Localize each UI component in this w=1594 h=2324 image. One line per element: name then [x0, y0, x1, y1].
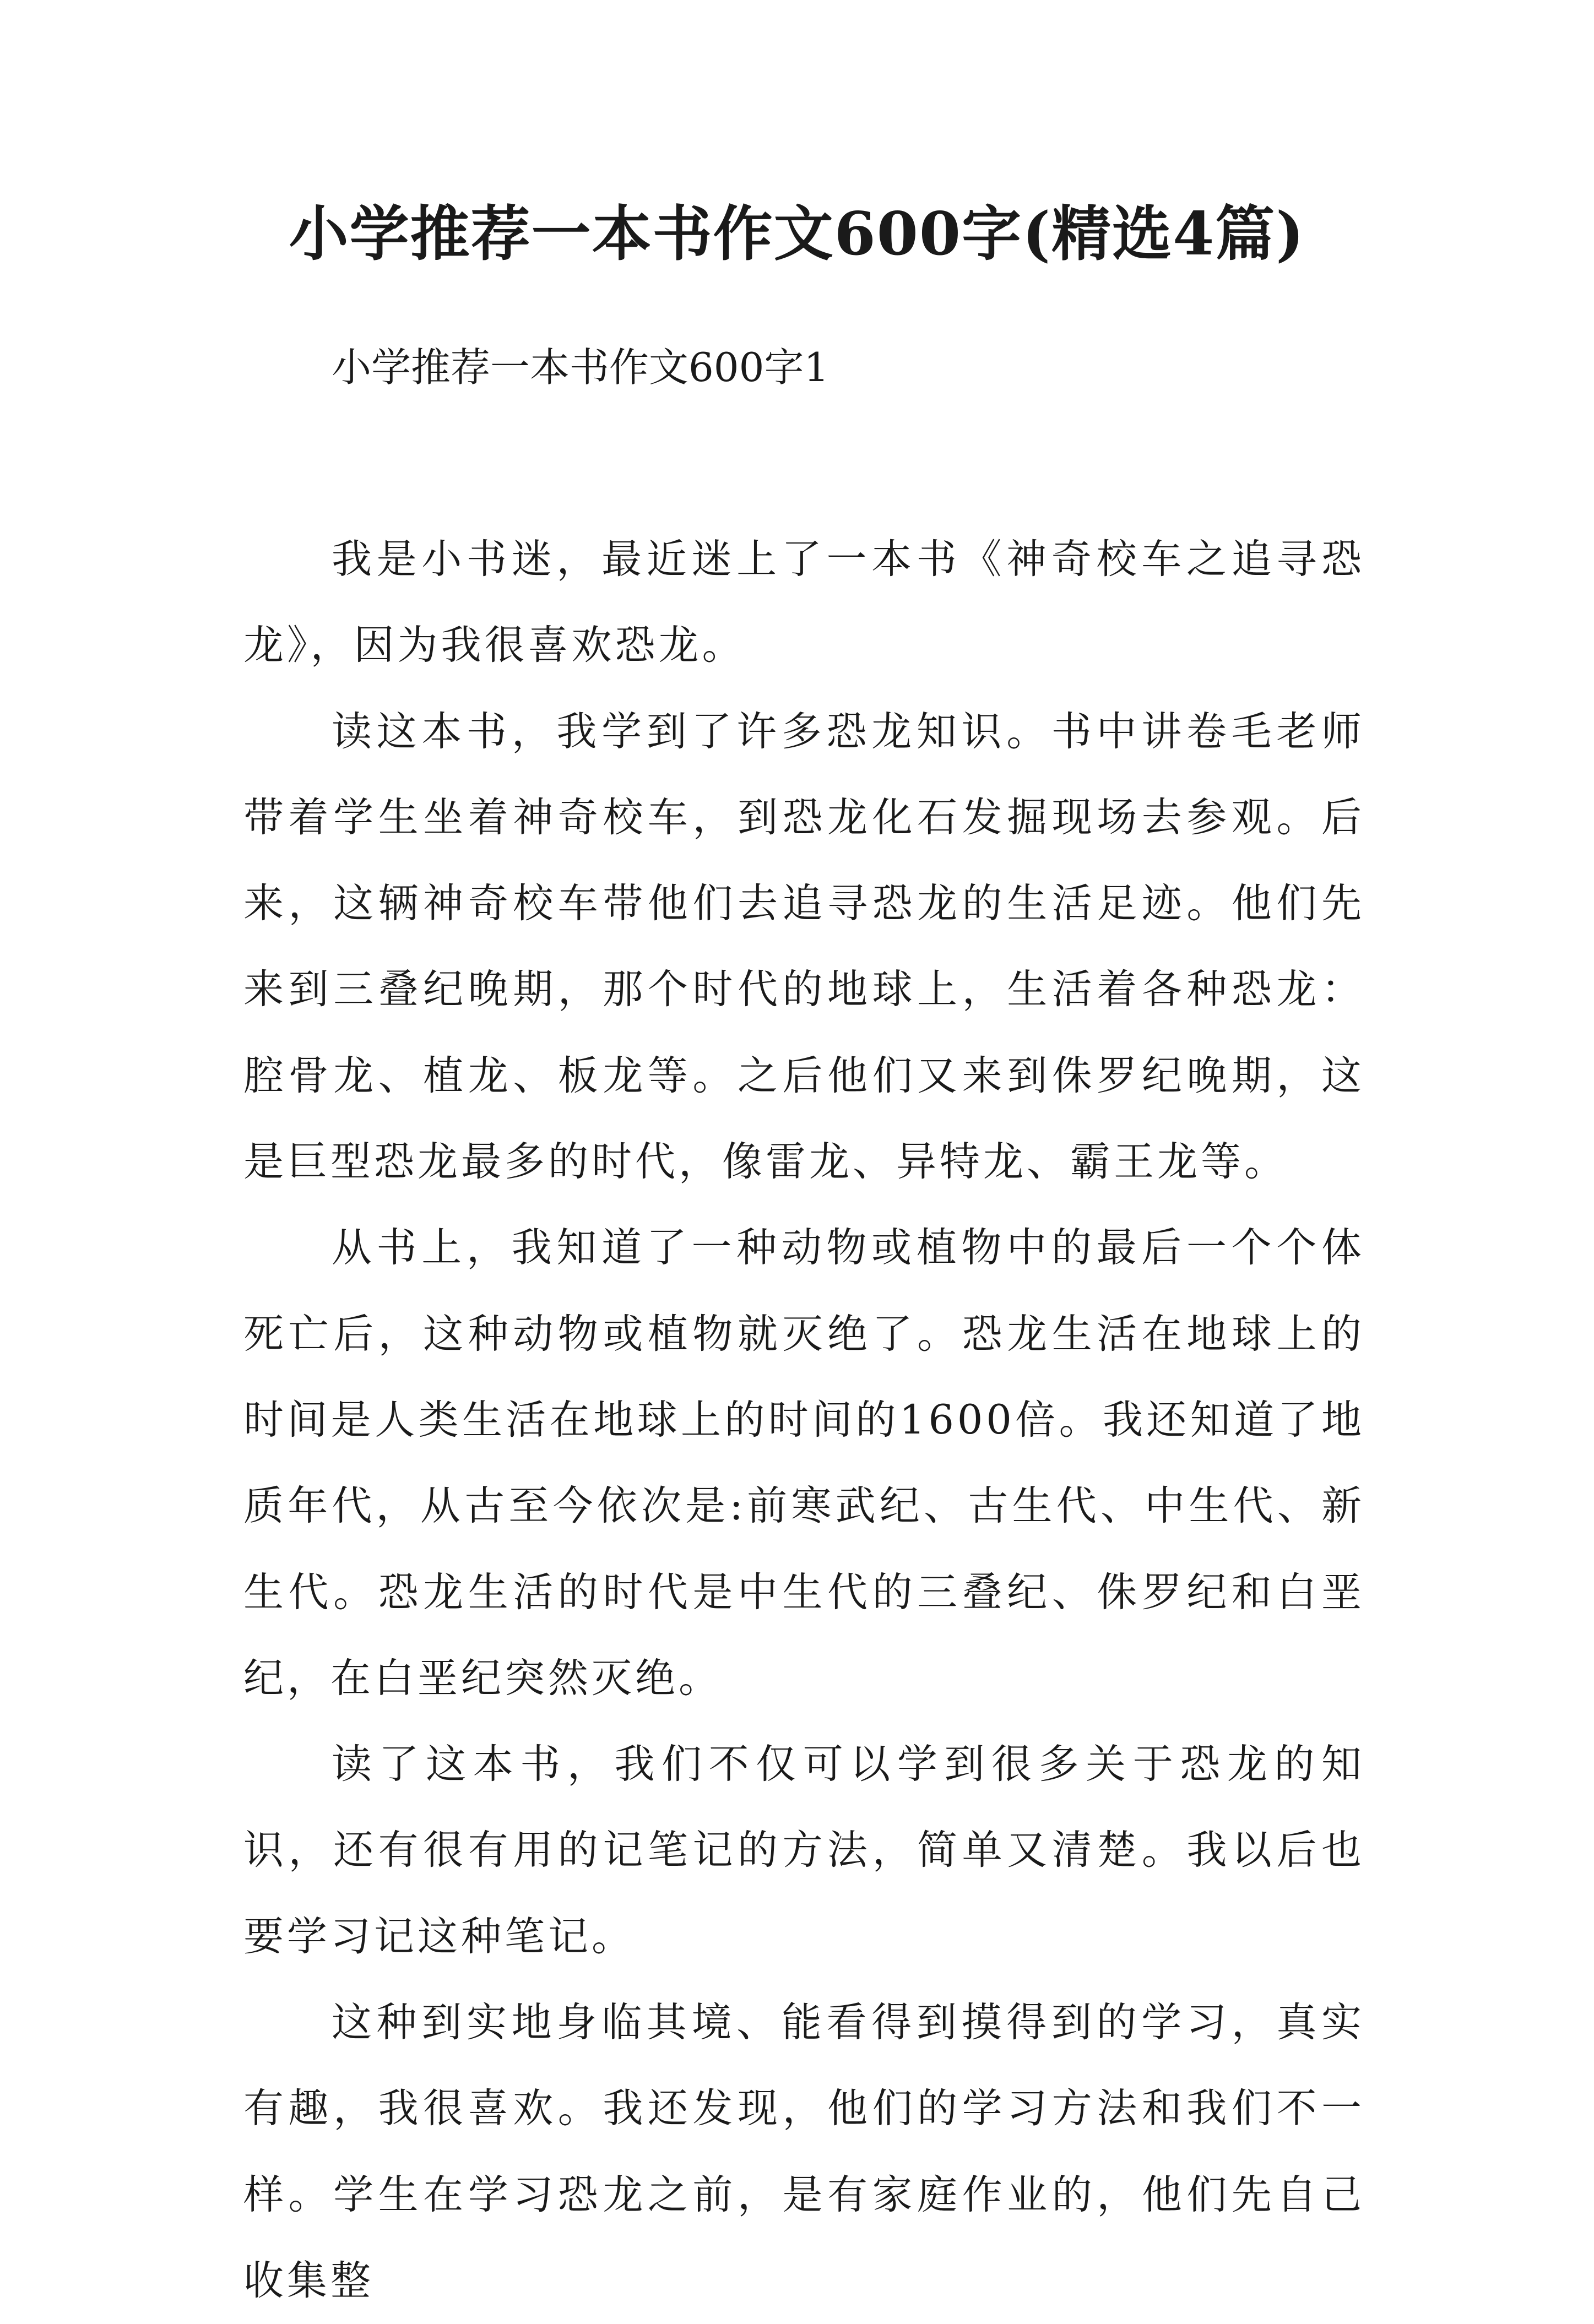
paragraph: 读这本书，我学到了许多恐龙知识。书中讲卷毛老师带着学生坐着神奇校车，到恐龙化石发掘现场去参观。后来，这辆神奇校车带他们去追寻恐龙的生活足迹。他们先来到三叠纪晚期，那个时代的地球上，生活着各种恐龙：腔骨龙、植龙、板龙等。之后他们又来到侏罗纪晚期，这是巨型恐龙最多的时代，像雷龙、异特龙、霸王龙等。 — [243, 708, 1365, 1186]
paragraph: 从书上，我知道了一种动物或植物中的最后一个个体死亡后，这种动物或植物就灭绝了。恐龙生活在地球上的时间是人类生活在地球上的时间的1600倍。我还知道了地质年代，从古至今依次是:前寒武纪、古生代、中生代、新生代。恐龙生活的时代是中生代的三叠纪、侏罗纪和白垩纪，在白垩纪突然灭绝。 — [243, 1224, 1365, 1702]
section-heading: 小学推荐一本书作文600字1 — [332, 344, 829, 390]
paragraph: 读了这本书，我们不仅可以学到很多关于恐龙的知识，还有很有用的记笔记的方法，简单又清楚。我以后也要学习记这种笔记。 — [243, 1741, 1365, 1960]
paragraph: 这种到实地身临其境、能看得到摸得到的学习，真实有趣，我很喜欢。我还发现，他们的学习方法和我们不一样。学生在学习恐龙之前，是有家庭作业的，他们先自己收集整 — [243, 1999, 1365, 2304]
document-title: 小学推荐一本书作文600字(精选4篇) — [289, 199, 1305, 269]
document-body — [243, 517, 1365, 2324]
paragraph: 我是小书迷，最近迷上了一本书《神奇校车之追寻恐龙》，因为我很喜欢恐龙。 — [243, 536, 1365, 669]
